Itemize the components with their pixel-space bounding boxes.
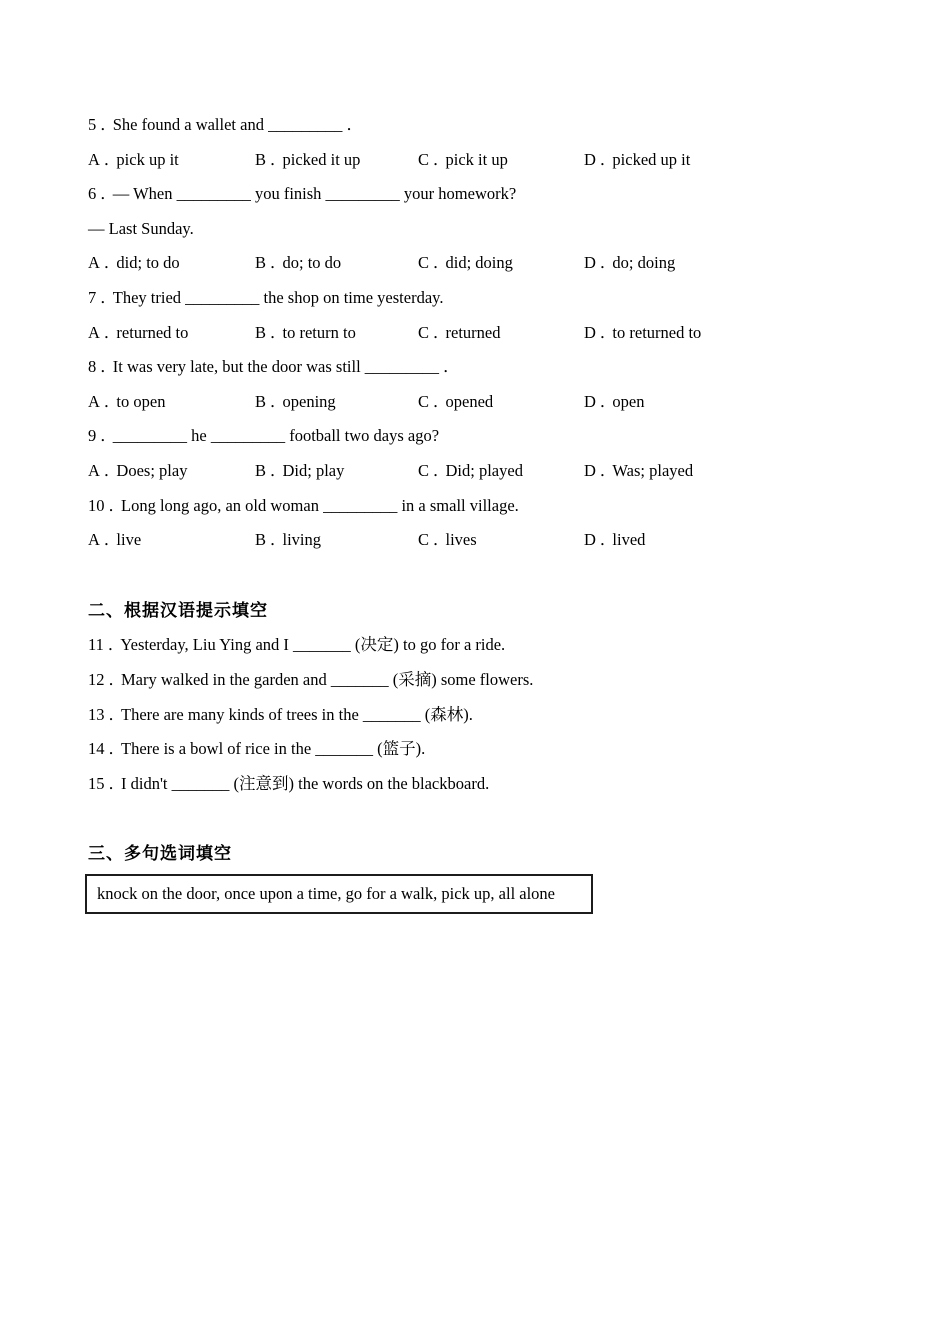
number-separator: ． [108, 773, 125, 793]
option-text: opened [445, 391, 494, 411]
option-text: live [116, 530, 142, 550]
option-text: open [612, 391, 645, 411]
option-b [255, 316, 418, 351]
option-b [255, 523, 418, 558]
option-letter: A [88, 149, 100, 169]
option-letter: A [88, 253, 100, 273]
option-text: Was; played [612, 460, 694, 480]
option-letter: B [255, 149, 267, 169]
option-text: opening [282, 391, 336, 411]
question-number: 11 [88, 635, 104, 655]
question-number: 6 [88, 184, 97, 204]
option-separator: ． [599, 460, 617, 480]
fill-blank-item-12 [88, 663, 808, 698]
option-a [88, 454, 255, 489]
option-separator: ． [599, 322, 617, 342]
question-number: 12 [88, 669, 105, 689]
option-separator: ． [103, 391, 121, 411]
option-a [88, 316, 255, 351]
fill-blank-item-15 [88, 767, 808, 802]
question-text: It was very late, but the door was still _________ ． [112, 357, 460, 377]
option-letter: C [418, 530, 430, 550]
option-separator: ． [433, 322, 450, 342]
option-c [418, 385, 584, 420]
number-separator: ． [100, 426, 117, 446]
option-letter: C [418, 460, 430, 480]
option-letter: A [88, 460, 100, 480]
option-text: Does; play [116, 460, 188, 480]
option-letter: A [88, 322, 100, 342]
number-separator: ． [100, 287, 117, 307]
question-number: 8 [88, 357, 97, 377]
option-letter: D [584, 322, 596, 342]
option-c [418, 246, 584, 281]
option-text: living [282, 530, 322, 550]
question-text: Mary walked in the garden and _______ (采摘) some flowers. [121, 669, 534, 689]
option-letter: D [584, 391, 596, 411]
option-separator: ． [599, 391, 617, 411]
number-separator: ． [100, 357, 117, 377]
question-text: I didn't _______ (注意到) the words on the blackboard. [121, 773, 490, 793]
mcq-question-5-stem [88, 108, 808, 143]
option-b [255, 246, 418, 281]
option-separator: ． [103, 149, 121, 169]
mcq-question-6-reply: — Last Sunday. [88, 218, 194, 238]
option-separator: ． [433, 391, 450, 411]
option-d [584, 454, 808, 489]
option-d [584, 316, 808, 351]
option-text: to returned to [612, 322, 702, 342]
option-letter: D [584, 149, 596, 169]
option-letter: D [584, 253, 596, 273]
option-separator: ． [599, 149, 617, 169]
option-separator: ． [433, 460, 450, 480]
fill-blank-item-13 [88, 698, 808, 733]
option-letter: A [88, 391, 100, 411]
option-letter: B [255, 460, 267, 480]
option-text: Did; play [282, 460, 345, 480]
option-letter: B [255, 322, 267, 342]
question-number: 15 [88, 773, 105, 793]
option-letter: B [255, 391, 267, 411]
question-text: Long long ago, an old woman _________ in a small village. [121, 495, 519, 515]
option-text: pick it up [445, 149, 508, 169]
question-text: She found a wallet and _________ ． [112, 115, 363, 134]
option-text: did; to do [116, 253, 180, 273]
option-text: do; doing [612, 253, 676, 273]
document-content [88, 108, 808, 914]
option-letter: D [584, 530, 596, 550]
number-separator: ． [107, 635, 125, 655]
word-bank-text: knock on the door, once upon a time, go for a walk, pick up, all alone [97, 883, 556, 903]
number-separator: ． [100, 115, 117, 134]
question-number: 5 [88, 115, 97, 134]
number-separator: ． [108, 495, 125, 515]
section-2-title: 二、根据汉语提示填空 [88, 600, 268, 620]
option-b [255, 143, 418, 178]
option-d [584, 143, 808, 178]
option-separator: ． [599, 530, 617, 550]
option-separator: ． [433, 149, 450, 169]
option-d [584, 246, 808, 281]
number-separator: ． [108, 704, 125, 724]
mcq-question-7-stem [88, 281, 808, 316]
fill-blank-item-14 [88, 732, 808, 767]
option-letter: B [255, 530, 267, 550]
word-bank-box [85, 874, 593, 914]
option-d [584, 523, 808, 558]
option-separator: ． [270, 391, 287, 411]
option-a [88, 246, 255, 281]
option-separator: ． [599, 253, 617, 273]
option-b [255, 385, 418, 420]
question-number: 10 [88, 495, 105, 515]
question-text: Yesterday, Liu Ying and I _______ (决定) to go for a ride. [120, 635, 506, 655]
option-a [88, 385, 255, 420]
mcq-question-9-stem [88, 419, 808, 454]
option-text: to open [116, 391, 166, 411]
option-text: lived [612, 530, 646, 550]
option-text: to return to [282, 322, 356, 342]
question-number: 9 [88, 426, 97, 446]
option-text: picked it up [282, 149, 361, 169]
option-letter: C [418, 322, 430, 342]
option-separator: ． [103, 253, 121, 273]
option-separator: ． [270, 322, 287, 342]
number-separator: ． [108, 669, 125, 689]
option-text: returned [445, 322, 501, 342]
question-number: 13 [88, 704, 105, 724]
option-c [418, 523, 584, 558]
option-separator: ． [433, 253, 450, 273]
question-text: _________ he _________ football two days ago? [112, 426, 440, 446]
option-text: do; to do [282, 253, 342, 273]
option-letter: C [418, 391, 430, 411]
option-text: lives [445, 530, 477, 550]
option-letter: B [255, 253, 267, 273]
option-separator: ． [270, 460, 287, 480]
mcq-question-5-options [88, 143, 808, 178]
option-letter: D [584, 460, 596, 480]
option-separator: ． [103, 460, 121, 480]
question-number: 14 [88, 739, 105, 759]
option-text: picked up it [612, 149, 691, 169]
option-text: Did; played [445, 460, 523, 480]
question-text: They tried _________ the shop on time yesterday. [112, 287, 444, 307]
question-text: There are many kinds of trees in the _______ (森林). [121, 704, 473, 724]
option-a [88, 523, 255, 558]
option-c [418, 143, 584, 178]
fill-blank-item-11 [88, 628, 808, 663]
option-letter: A [88, 530, 100, 550]
section-3-title: 三、多句选词填空 [88, 844, 232, 864]
option-b [255, 454, 418, 489]
option-separator: ． [270, 253, 287, 273]
question-text: There is a bowl of rice in the _______ (篮子). [121, 739, 426, 759]
option-letter: C [418, 149, 430, 169]
option-letter: C [418, 253, 430, 273]
option-text: did; doing [445, 253, 513, 273]
option-separator: ． [270, 149, 287, 169]
question-number: 7 [88, 287, 97, 307]
option-d [584, 385, 808, 420]
number-separator: ． [100, 184, 117, 204]
mcq-question-7-options [88, 316, 808, 351]
question-text: — When _________ you finish _________ your homework? [112, 184, 517, 204]
number-separator: ． [108, 739, 125, 759]
mcq-question-10-stem [88, 489, 808, 524]
option-separator: ． [433, 530, 450, 550]
option-text: pick up it [116, 149, 179, 169]
mcq-question-8-options [88, 385, 808, 420]
mcq-question-6-stem [88, 177, 808, 212]
option-a [88, 143, 255, 178]
option-c [418, 316, 584, 351]
option-separator: ． [103, 530, 121, 550]
mcq-question-10-options [88, 523, 808, 558]
mcq-question-8-stem [88, 350, 808, 385]
option-separator: ． [103, 322, 121, 342]
option-separator: ． [270, 530, 287, 550]
option-text: returned to [116, 322, 189, 342]
mcq-question-9-options [88, 454, 808, 489]
mcq-question-6-options [88, 246, 808, 281]
option-c [418, 454, 584, 489]
